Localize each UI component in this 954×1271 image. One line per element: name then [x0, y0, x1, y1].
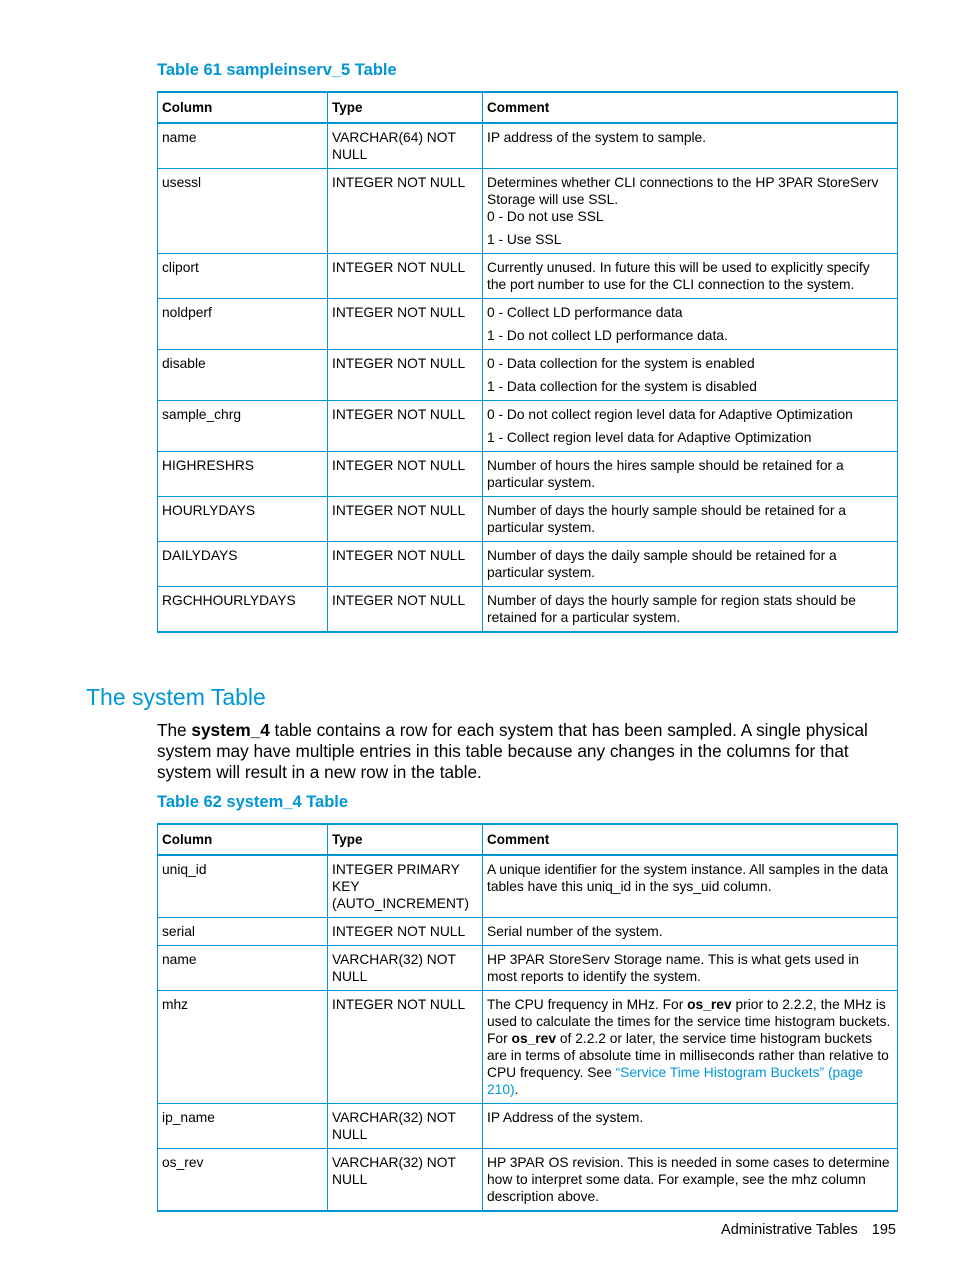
comment-paragraph: Number of hours the hires sample should be retained for a particular system. — [487, 458, 844, 490]
table-row — [158, 254, 898, 299]
column-cell: ip_name — [158, 1104, 328, 1149]
comment-text: . — [514, 1082, 519, 1097]
comment-text: The CPU frequency in MHz. For — [487, 997, 688, 1012]
type-cell: INTEGER NOT NULL — [328, 452, 483, 497]
page-number: 195 — [871, 1222, 896, 1238]
column-cell: name — [158, 123, 328, 169]
comment-paragraph: 1 - Do not collect LD performance data. — [487, 328, 728, 343]
comment-cell — [483, 350, 898, 401]
type-cell: INTEGER NOT NULL — [328, 169, 483, 254]
type-header: Type — [328, 92, 483, 123]
page-footer — [721, 1222, 896, 1238]
comment-cell — [483, 452, 898, 497]
comment-text: of 2.2.2 or later, the service time histogram buckets are in terms of absolute time in milliseconds rather than relative to CPU frequency. See — [487, 1031, 889, 1080]
table-row — [158, 169, 898, 254]
type-cell: INTEGER NOT NULL — [328, 542, 483, 587]
comment-paragraph: Currently unused. In future this will be used to explicitly specify the port number to use for the CLI connection to the system. — [487, 260, 870, 292]
table-row — [158, 497, 898, 542]
footer-section-name: Administrative Tables — [721, 1222, 858, 1238]
table-row — [158, 123, 898, 169]
comment-text: prior to 2.2.2, the MHz is used to calculate the times for the service time histogram buckets. For — [487, 997, 891, 1046]
comment-cell — [483, 401, 898, 452]
comment-paragraph: A unique identifier for the system instance. All samples in the data tables have this uniq_id in the sys_uid column. — [487, 862, 889, 894]
comment-paragraph — [487, 996, 891, 1098]
comment-cell — [483, 587, 898, 633]
table-row — [158, 946, 898, 991]
type-cell: INTEGER NOT NULL — [328, 991, 483, 1104]
comment-header: Comment — [483, 824, 898, 855]
column-cell: usessl — [158, 169, 328, 254]
type-cell: INTEGER NOT NULL — [328, 401, 483, 452]
comment-cell — [483, 542, 898, 587]
comment-header: Comment — [483, 92, 898, 123]
type-cell: VARCHAR(32) NOT NULL — [328, 946, 483, 991]
comment-cell — [483, 497, 898, 542]
comment-paragraph: Number of days the hourly sample for region stats should be retained for a particular system. — [487, 593, 856, 625]
sampleinserv-table — [157, 91, 898, 633]
type-cell: INTEGER NOT NULL — [328, 587, 483, 633]
section-title: The system Table — [86, 684, 266, 710]
table-row — [158, 401, 898, 452]
comment-paragraph: IP Address of the system. — [487, 1110, 644, 1125]
column-cell: RGCHHOURLYDAYS — [158, 587, 328, 633]
comment-paragraph: 0 - Do not collect region level data for Adaptive Optimization — [487, 407, 853, 422]
os-rev-bold: os_rev — [687, 997, 732, 1012]
column-cell: noldperf — [158, 299, 328, 350]
comment-paragraph: 0 - Data collection for the system is enabled — [487, 356, 755, 371]
column-cell: uniq_id — [158, 855, 328, 918]
column-cell: os_rev — [158, 1149, 328, 1212]
table-row — [158, 452, 898, 497]
comment-cell — [483, 254, 898, 299]
comment-paragraph: Number of days the hourly sample should be retained for a particular system. — [487, 503, 846, 535]
table-row — [158, 1149, 898, 1212]
comment-cell — [483, 123, 898, 169]
type-cell: INTEGER NOT NULL — [328, 299, 483, 350]
comment-cell — [483, 855, 898, 918]
comment-paragraph: Serial number of the system. — [487, 924, 663, 939]
table-row — [158, 991, 898, 1104]
column-cell: HOURLYDAYS — [158, 497, 328, 542]
table-row — [158, 350, 898, 401]
comment-paragraph: HP 3PAR OS revision. This is needed in some cases to determine how to interpret some data. For example, see the mhz column description above. — [487, 1155, 890, 1204]
cross-reference-link[interactable]: “Service Time Histogram Buckets” (page 210) — [487, 1065, 864, 1097]
table-header-row — [158, 92, 898, 123]
comment-cell — [483, 1149, 898, 1212]
table-row — [158, 918, 898, 946]
type-cell: INTEGER NOT NULL — [328, 350, 483, 401]
comment-cell — [483, 1104, 898, 1149]
table-name-bold: system_4 — [191, 720, 270, 740]
column-cell: DAILYDAYS — [158, 542, 328, 587]
type-cell: INTEGER PRIMARY KEY (AUTO_INCREMENT) — [328, 855, 483, 918]
column-header: Column — [158, 824, 328, 855]
column-cell: name — [158, 946, 328, 991]
type-cell: VARCHAR(32) NOT NULL — [328, 1149, 483, 1212]
column-cell: serial — [158, 918, 328, 946]
table-row — [158, 587, 898, 633]
table-header-row — [158, 824, 898, 855]
table62-caption: Table 62 system_4 Table — [157, 793, 349, 811]
table-row — [158, 855, 898, 918]
comment-cell — [483, 946, 898, 991]
table-row — [158, 299, 898, 350]
type-cell: VARCHAR(32) NOT NULL — [328, 1104, 483, 1149]
comment-paragraph: Number of days the daily sample should be retained for a particular system. — [487, 548, 837, 580]
comment-paragraph: IP address of the system to sample. — [487, 130, 707, 145]
table61-caption: Table 61 sampleinserv_5 Table — [157, 61, 397, 79]
type-cell: INTEGER NOT NULL — [328, 918, 483, 946]
type-header: Type — [328, 824, 483, 855]
table-row — [158, 1104, 898, 1149]
comment-cell — [483, 169, 898, 254]
section-intro: The system_4 table contains a row for each system that has been sampled. A single physical system may have multiple entries in this table because any changes in the columns for that system will result in a new row in the table. — [157, 720, 868, 782]
comment-cell — [483, 918, 898, 946]
column-cell: HIGHRESHRS — [158, 452, 328, 497]
comment-paragraph: 1 - Use SSL — [487, 232, 562, 247]
type-cell: INTEGER NOT NULL — [328, 254, 483, 299]
column-cell: mhz — [158, 991, 328, 1104]
comment-paragraph: Determines whether CLI connections to the HP 3PAR StoreServ Storage will use SSL. 0 - Do not use SSL — [487, 175, 879, 224]
comment-paragraph: HP 3PAR StoreServ Storage name. This is what gets used in most reports to identify the system. — [487, 952, 859, 984]
comment-paragraph: 0 - Collect LD performance data — [487, 305, 683, 320]
column-cell: disable — [158, 350, 328, 401]
type-cell: VARCHAR(64) NOT NULL — [328, 123, 483, 169]
os-rev-bold: os_rev — [511, 1031, 557, 1046]
column-header: Column — [158, 92, 328, 123]
comment-paragraph: 1 - Collect region level data for Adaptive Optimization — [487, 430, 812, 445]
comment-cell — [483, 991, 898, 1104]
type-cell: INTEGER NOT NULL — [328, 497, 483, 542]
column-cell: sample_chrg — [158, 401, 328, 452]
system-table — [157, 823, 898, 1212]
table-row — [158, 542, 898, 587]
comment-paragraph: 1 - Data collection for the system is disabled — [487, 379, 757, 394]
column-cell: cliport — [158, 254, 328, 299]
comment-cell — [483, 299, 898, 350]
